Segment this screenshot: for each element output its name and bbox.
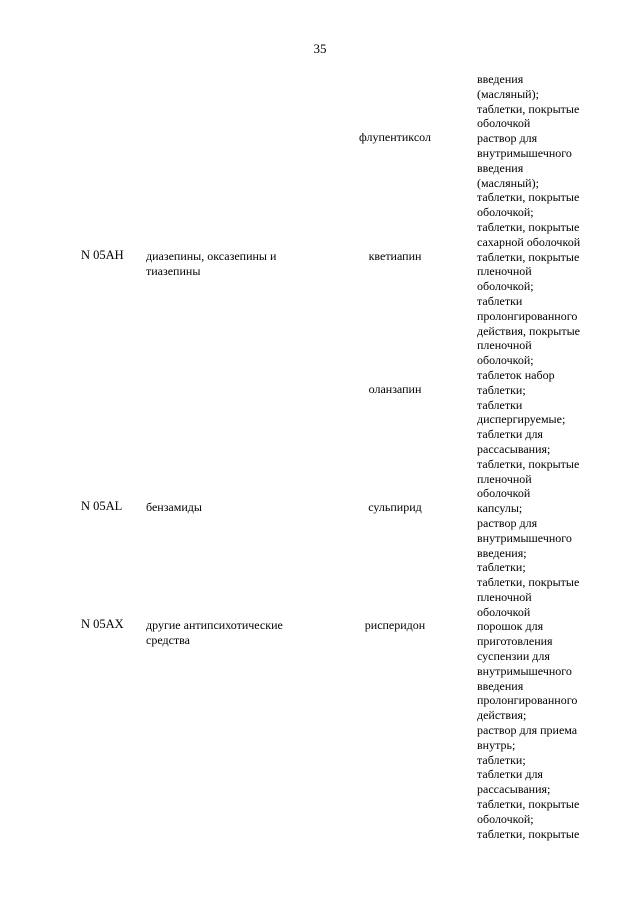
dosage-forms-column xyxy=(477,72,627,841)
dosage-form-line: (масляный); xyxy=(477,86,539,101)
atc-group: диазепины, оксазепины и тиазепины xyxy=(146,249,277,278)
dosage-form-line: таблетки, покрытые xyxy=(477,190,580,205)
dosage-form-line: введения xyxy=(477,160,524,175)
dosage-form-line: таблетки, покрытые xyxy=(477,797,580,812)
dosage-form-line: таблетки, покрытые xyxy=(477,101,580,116)
dosage-form-line: раствор для xyxy=(477,131,538,146)
dosage-form-line: внутримышечного xyxy=(477,663,572,678)
dosage-form-line: оболочкой; xyxy=(477,205,534,220)
dosage-form-line: оболочкой xyxy=(477,486,531,501)
atc-code: N 05AL xyxy=(81,499,123,513)
dosage-form-line: пленочной xyxy=(477,338,532,353)
dosage-form-line: внутримышечного xyxy=(477,530,572,545)
dosage-form-line: (масляный); xyxy=(477,175,539,190)
dosage-form-line: оболочкой; xyxy=(477,353,534,368)
dosage-form-line: внутримышечного xyxy=(477,145,572,160)
dosage-form-line: рассасывания; xyxy=(477,441,551,456)
dosage-form-line: диспергируемые; xyxy=(477,412,566,427)
dosage-form-line: таблетки; xyxy=(477,560,526,575)
dosage-form-line: раствор для приема xyxy=(477,723,578,738)
dosage-form-line: пролонгированного xyxy=(477,693,578,708)
dosage-form-line: введения; xyxy=(477,545,527,560)
dosage-form-line: порошок для xyxy=(477,619,544,634)
dosage-form-line: таблетки; xyxy=(477,382,526,397)
dosage-form-line: таблетки, покрытые xyxy=(477,575,580,590)
dosage-form-line: внутрь; xyxy=(477,737,516,752)
dosage-form-line: капсулы; xyxy=(477,501,523,516)
atc-group: другие антипсихотические средства xyxy=(146,618,283,647)
dosage-form-line: приготовления xyxy=(477,634,553,649)
dosage-form-line: пролонгированного xyxy=(477,308,578,323)
drug-name: рисперидон xyxy=(364,618,426,632)
dosage-form-line: оболочкой; xyxy=(477,811,534,826)
page-number: 35 xyxy=(313,41,327,56)
dosage-form-line: действия, покрытые xyxy=(477,323,580,338)
dosage-form-line: введения xyxy=(477,678,524,693)
dosage-form-line: пленочной xyxy=(477,589,532,604)
dosage-form-line: таблетки xyxy=(477,397,523,412)
dosage-form-line: таблетки для xyxy=(477,427,543,442)
atc-code: N 05AH xyxy=(81,248,124,262)
dosage-form-line: действия; xyxy=(477,708,527,723)
drug-name: оланзапин xyxy=(368,382,422,396)
drug-name: кветиапин xyxy=(368,249,422,263)
dosage-form-line: таблетки xyxy=(477,293,523,308)
dosage-form-line: оболочкой xyxy=(477,116,531,131)
dosage-form-line: введения xyxy=(477,72,524,86)
drug-name: флупентиксол xyxy=(359,130,431,144)
dosage-form-line: таблетки, покрытые xyxy=(477,249,580,264)
dosage-form-line: пленочной xyxy=(477,471,532,486)
atc-group: бензамиды xyxy=(146,500,202,514)
dosage-form-line: таблетки для xyxy=(477,767,543,782)
dosage-form-line: сахарной оболочкой xyxy=(477,234,581,249)
dosage-form-line: рассасывания; xyxy=(477,782,551,797)
drug-name: сульпирид xyxy=(368,500,422,514)
dosage-form-line: таблеток набор xyxy=(477,367,555,382)
dosage-form-line: таблетки; xyxy=(477,752,526,767)
dosage-form-line: суспензии для xyxy=(477,649,550,664)
dosage-form-line: оболочкой xyxy=(477,604,531,619)
dosage-form-line: пленочной xyxy=(477,264,532,279)
atc-code: N 05AX xyxy=(81,617,124,631)
dosage-form-line: таблетки, покрытые xyxy=(477,826,580,841)
dosage-form-line: таблетки, покрытые xyxy=(477,456,580,471)
dosage-form-line: раствор для xyxy=(477,515,538,530)
dosage-form-line: таблетки, покрытые xyxy=(477,219,580,234)
dosage-form-line: оболочкой; xyxy=(477,279,534,294)
